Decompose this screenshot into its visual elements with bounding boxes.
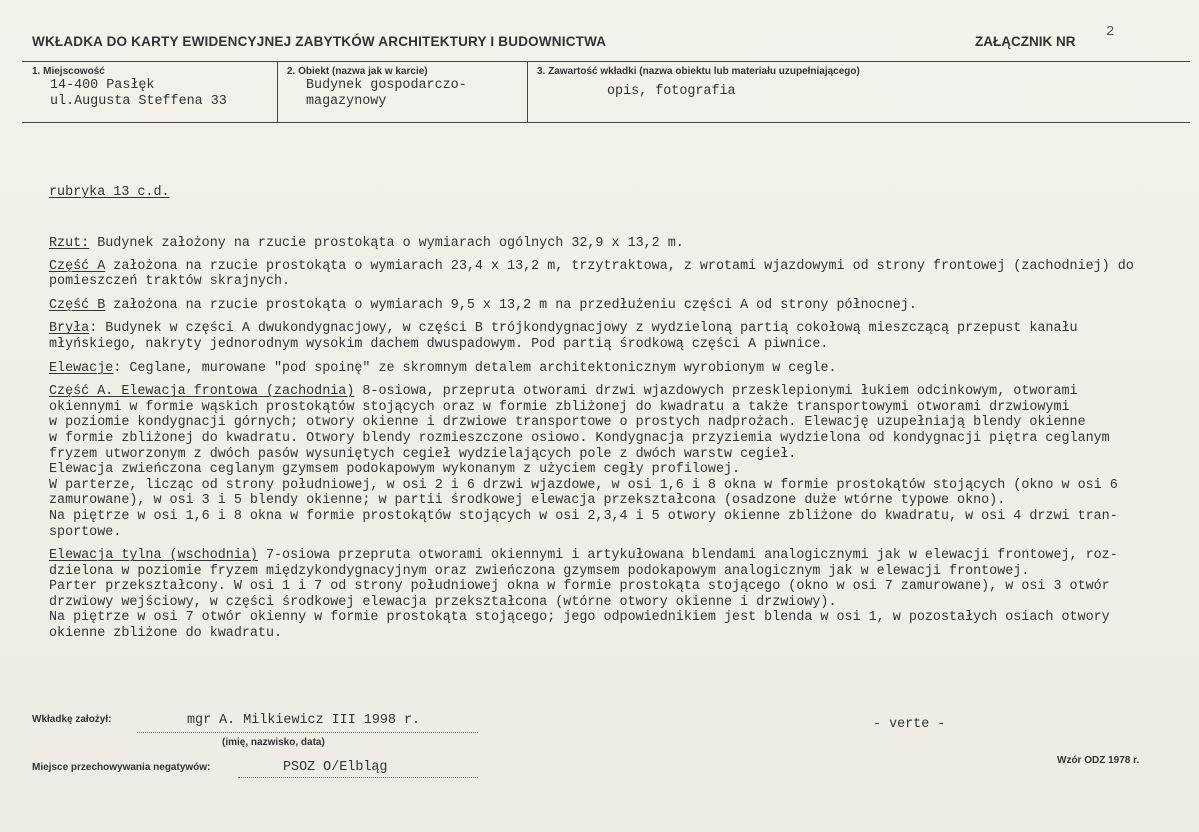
contents-label: 3. Zawartość wkładki (nazwa obiektu lub materiału uzupełniającego) xyxy=(537,66,860,77)
paragraph-rear-elevation-heading: Elewacja tylna (wschodnia) xyxy=(49,548,258,564)
paragraph-elevations-text: : Ceglane, murowane "pod spoinę" ze skromnym detalem architektonicznym wyrobionym w cegle. xyxy=(113,360,837,376)
object-label: 2. Obiekt (nazwa jak w karcie) xyxy=(287,66,428,77)
paragraph-plan xyxy=(49,236,1149,252)
author-dotted-line xyxy=(137,731,478,733)
form-title: WKŁADKA DO KARTY EWIDENCYJNEJ ZABYTKÓW ARCHITEKTURY I BUDOWNICTWA xyxy=(32,34,607,49)
negatives-value: PSOZ O/Elbląg xyxy=(283,760,388,775)
author-hint: (imię, nazwisko, data) xyxy=(222,737,325,748)
table-divider-2 xyxy=(527,61,528,122)
locality-label: 1. Miejscowość xyxy=(32,66,105,77)
object-line-1: Budynek gospodarczo- xyxy=(306,78,467,93)
locality-line-1: 14-400 Pasłęk xyxy=(50,78,155,93)
paragraph-front-elevation-heading: Część A. Elewacja frontowa (zachodnia) xyxy=(49,384,355,400)
form-reference: Wzór ODZ 1978 r. xyxy=(1057,755,1140,766)
paragraph-plan-heading: Rzut: xyxy=(49,236,90,251)
object-line-2: magazynowy xyxy=(306,94,387,109)
contents-value: opis, fotografia xyxy=(607,84,736,99)
paragraph-part-b-heading: Część B xyxy=(49,297,106,313)
paragraph-part-a-heading: Część A xyxy=(49,258,106,274)
paragraph-plan-text: Budynek założony na rzucie prostokąta o wymiarach ogólnych 32,9 x 13,2 m. xyxy=(89,236,684,251)
attachment-label: ZAŁĄCZNIK NR xyxy=(975,34,1076,49)
negatives-dotted-line xyxy=(238,776,478,778)
paragraph-massing-heading: Bryła xyxy=(49,321,90,337)
negatives-label: Miejsce przechowywania negatywów: xyxy=(32,762,211,773)
paragraph-part-a-text: założona na rzucie prostokąta o wymiarach 23,4 x 13,2 m, trzytraktowa, z wrotami wjazdowymi od strony frontowej (zachodniej) do pomieszczeń traktów skrajnych. xyxy=(49,258,1134,290)
attachment-number: 2 xyxy=(1106,24,1115,40)
author-label: Wkładkę założył: xyxy=(32,714,112,725)
description-body xyxy=(49,236,1149,642)
table-bottom-border xyxy=(22,122,1190,123)
paragraph-part-b-text: założona na rzucie prostokąta o wymiarach 9,5 x 13,2 m na przedłużeniu części A od strony północnej. xyxy=(105,297,917,313)
paragraph-massing-text: : Budynek w części A dwukondygnacjowy, w części B trójkondygnacjowy z wydzieloną partią cokołową mieszczącą przepust kanału młyńskiego, nakryty jednorodnym wysokim dachem dwuspadowym. Pod partią środkową części A piwnice. xyxy=(49,321,1078,352)
paragraph-massing xyxy=(49,321,1149,352)
paragraph-rear-elevation-text: 7-osiowa przepruta otworami okiennymi i artykułowana blendami analogicznymi jak w elewacji frontowej, roz- dzielona w poziomie fryzem międzykondygnacyjnym oraz zwieńczona gzymsem podokapowym analogicznym jak w elewacji frontowej. Parter przekształcony. W osi 1 i 7 od strony południowej okna w formie prostokąta stojącego (okno w osi 7 zamurowane), w osi 3 otwór drzwiowy wejściowy, w części środkowej elewacja przekształcona (wtórne otwory okienne i drzwiowy). Na piętrze w osi 7 otwór okienny w formie prostokąta stojącego; jego odpowiednikiem jest blenda w osi 1, w pozostałych osiach otwory okienne zbliżone do kwadratu. xyxy=(49,548,1118,642)
paragraph-front-elevation xyxy=(49,384,1149,540)
paragraph-part-a xyxy=(49,259,1149,290)
paragraph-elevations-heading: Elewacje xyxy=(49,360,114,376)
paragraph-part-b xyxy=(49,298,1149,314)
table-top-border xyxy=(22,61,1190,62)
paragraph-rear-elevation xyxy=(49,548,1149,642)
paragraph-front-elevation-text: 8-osiowa, przepruta otworami drzwi wjazdowych przesklepionymi łukiem odcinkowym, otworami okiennymi w formie wąskich prostokątów stojących oraz w formie zbliżonej do kwadratu a także transportowymi otworami drzwiowymi w poziomie kondygnacji górnych; otwory okienne i drzwiowe transportowe o prostych nadprożach. Elewację uzupełniają blendy okienne w formie zbliżonej do kwadratu. Otwory blendy rozmieszczone osiowo. Kondygnacja przyziemia wydzielona od kondygnacji piętra ceglanym fryzem utworzonym z dwóch pasów wysuniętych cegieł wydzielających pole z dwóch warstw cegieł. Elewacja zwieńczona ceglanym gzymsem podokapowym wykonanym z użyciem cegły profilowej. W parterze, licząc od strony południowej, w osi 2 i 6 drzwi wjazdowe, w osi 1,6 i 8 okna w formie prostokątów stojących (okno w osi 6 zamurowane), w osi 3 i 5 blendy okienne; w partii środkowej elewacja przekształcona (osadzone duże wtórne typowe okno). Na piętrze w osi 1,6 i 8 okna w formie prostokątów stojących w osi 2,3,4 i 5 otwory okienne zbliżone do kwadratu, w osi 4 drzwi tran- sportowe. xyxy=(49,384,1118,540)
verte-note: - verte - xyxy=(873,717,946,732)
locality-line-2: ul.Augusta Steffena 33 xyxy=(50,94,227,109)
table-divider-1 xyxy=(277,61,278,122)
paragraph-elevations xyxy=(49,361,1149,377)
author-value: mgr A. Milkiewicz III 1998 r. xyxy=(187,713,421,728)
rubric-heading: rubryka 13 c.d. xyxy=(49,185,170,200)
